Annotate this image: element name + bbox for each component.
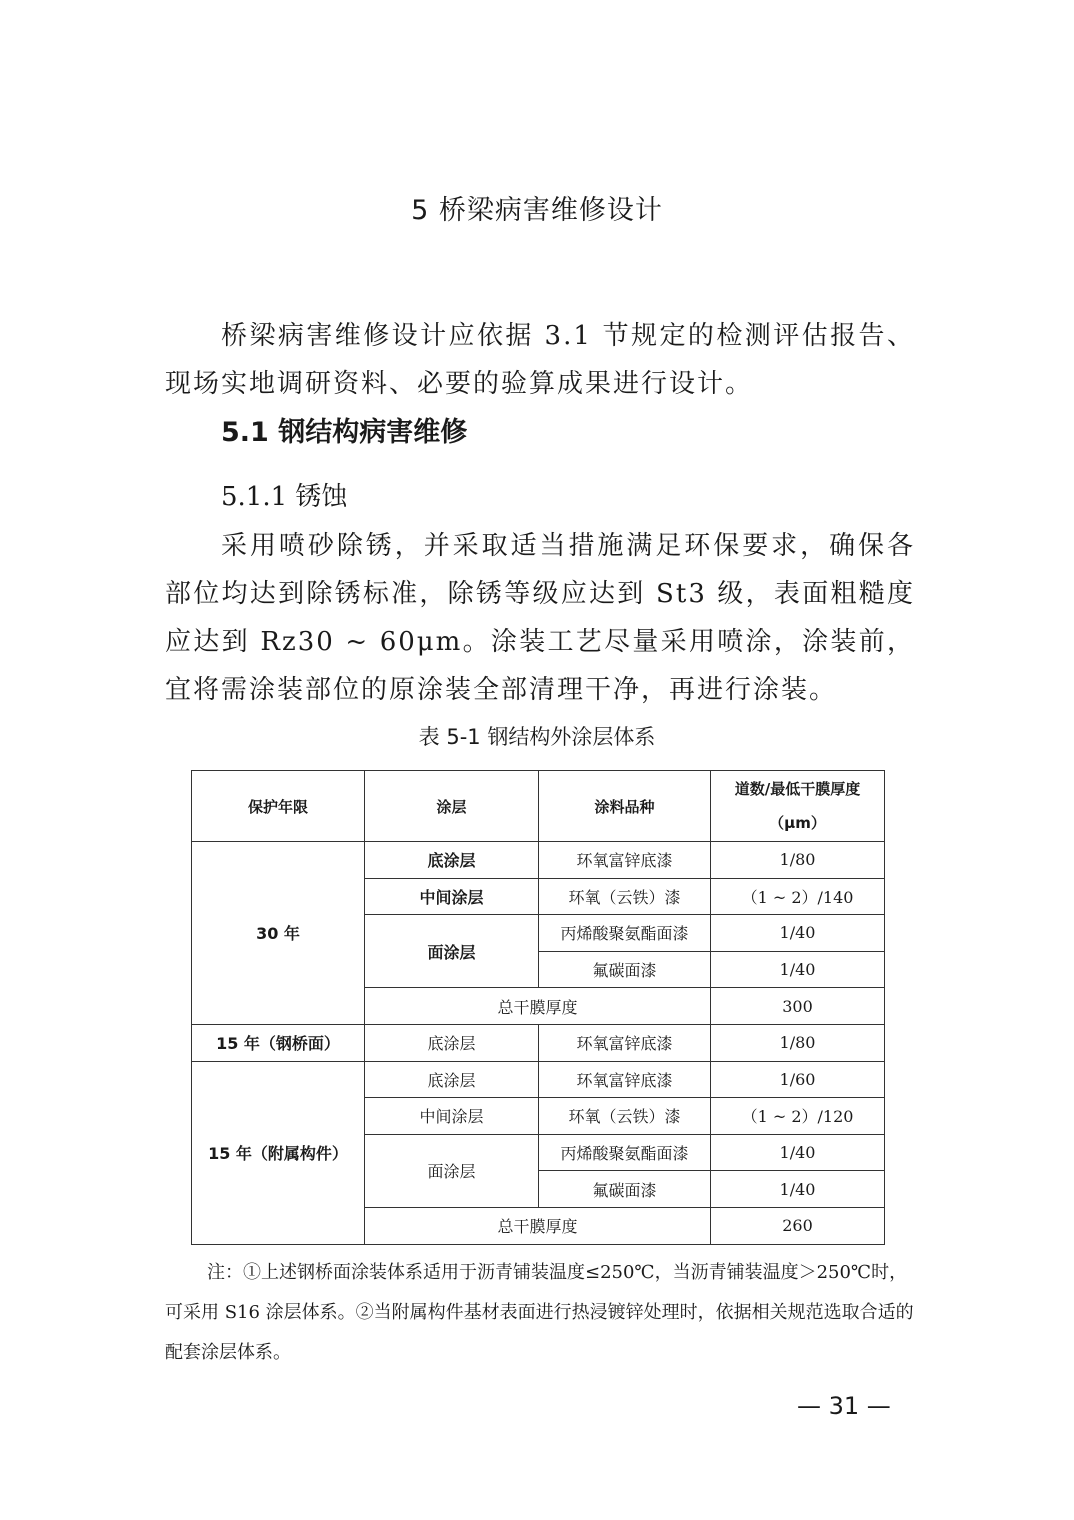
subsection-title: 5.1.1 锈蚀 bbox=[221, 482, 348, 512]
layer-cell: 底涂层 bbox=[365, 1024, 539, 1061]
table-row bbox=[192, 1061, 885, 1098]
coating-cell: 氟碳面漆 bbox=[539, 951, 711, 988]
thickness-cell: 1/40 bbox=[711, 951, 885, 988]
coating-cell: 环氧富锌底漆 bbox=[539, 1024, 711, 1061]
intro-paragraph: 桥梁病害维修设计应依据 3.1 节规定的检测评估报告、现场实地调研资料、必要的验算成果进行设计。 bbox=[165, 321, 915, 399]
thickness-cell: 1/80 bbox=[711, 842, 885, 879]
layer-cell: 面涂层 bbox=[365, 915, 539, 988]
thickness-cell: 1/60 bbox=[711, 1061, 885, 1098]
thickness-cell: 1/40 bbox=[711, 915, 885, 952]
total-value-cell: 300 bbox=[711, 988, 885, 1025]
thickness-cell: 1/40 bbox=[711, 1134, 885, 1171]
thickness-cell: 1/40 bbox=[711, 1171, 885, 1208]
table-note-text: 注：①上述钢桥面涂装体系适用于沥青铺装温度≤250℃，当沥青铺装温度＞250℃时，可采用 S16 涂层体系。②当附属构件基材表面进行热浸镀锌处理时，依据相关规范选取合适的配套涂层体系。 bbox=[165, 1262, 914, 1363]
coating-cell: 环氧（云铁）漆 bbox=[539, 1098, 711, 1135]
total-value-cell: 260 bbox=[711, 1207, 885, 1244]
coating-cell: 环氧（云铁）漆 bbox=[539, 878, 711, 915]
table-caption: 表 5-1 钢结构外涂层体系 bbox=[418, 725, 656, 749]
layer-cell: 底涂层 bbox=[365, 1061, 539, 1098]
total-label-cell: 总干膜厚度 bbox=[365, 988, 711, 1025]
coating-cell: 丙烯酸聚氨酯面漆 bbox=[539, 915, 711, 952]
coating-cell: 环氧富锌底漆 bbox=[539, 1061, 711, 1098]
layer-cell: 底涂层 bbox=[365, 842, 539, 879]
thickness-cell: 1/80 bbox=[711, 1024, 885, 1061]
coating-cell: 丙烯酸聚氨酯面漆 bbox=[539, 1134, 711, 1171]
coating-cell: 氟碳面漆 bbox=[539, 1171, 711, 1208]
table-header-row bbox=[192, 771, 885, 842]
layer-cell: 中间涂层 bbox=[365, 878, 539, 915]
coating-cell: 环氧富锌底漆 bbox=[539, 842, 711, 879]
header-cell: 保护年限 bbox=[192, 771, 365, 842]
header-cell: 道数/最低干膜厚度（μm） bbox=[711, 771, 885, 842]
period-cell: 15 年（附属构件） bbox=[192, 1061, 365, 1244]
period-cell: 30 年 bbox=[192, 842, 365, 1025]
body-paragraph: 采用喷砂除锈，并采取适当措施满足环保要求，确保各部位均达到除锈标准，除锈等级应达到 St3 级，表面粗糙度应达到 Rz30 ~ 60μm。涂装工艺尽量采用喷涂，涂装前，宜将需涂装部位的原涂装全部清理干净，再进行涂装。 bbox=[165, 531, 915, 705]
page-number: — 31 — bbox=[797, 1392, 891, 1420]
thickness-cell: （1 ~ 2）/120 bbox=[711, 1098, 885, 1135]
section-title: 5.1 钢结构病害维修 bbox=[221, 417, 468, 448]
table-row bbox=[192, 1024, 885, 1061]
header-cell: 涂料品种 bbox=[539, 771, 711, 842]
thickness-cell: （1 ~ 2）/140 bbox=[711, 878, 885, 915]
chapter-title: 5 桥梁病害维修设计 bbox=[411, 195, 663, 226]
layer-cell: 中间涂层 bbox=[365, 1098, 539, 1135]
total-label-cell: 总干膜厚度 bbox=[365, 1207, 711, 1244]
table-note bbox=[165, 1253, 915, 1373]
period-cell: 15 年（钢桥面） bbox=[192, 1024, 365, 1061]
layer-cell: 面涂层 bbox=[365, 1134, 539, 1207]
table-row bbox=[192, 842, 885, 879]
coating-system-table bbox=[191, 770, 885, 1245]
header-cell: 涂层 bbox=[365, 771, 539, 842]
